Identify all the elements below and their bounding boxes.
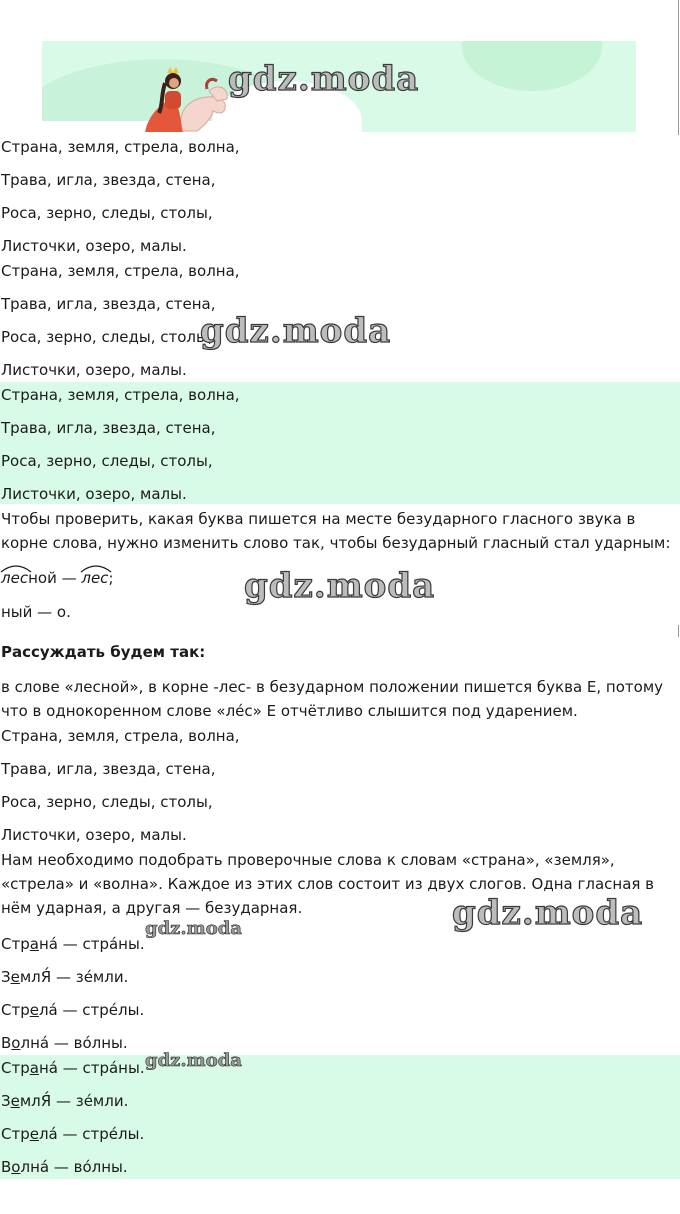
watermark-logo: gdz.moda (200, 311, 392, 351)
page-edge-mark (678, 625, 679, 637)
site-banner[interactable] (42, 41, 636, 132)
answer-line: Стрелá — стрéлы. (1, 1125, 145, 1143)
root-arc-mark (0, 563, 32, 573)
poem-line: Страна, земля, стрела, волна, (1, 386, 240, 404)
answer-line: ЗемлЯ́ — зéмли. (1, 968, 129, 986)
poem-line: Страна, земля, стрела, волна, (1, 262, 240, 280)
poem-line: Трава, игла, звезда, стена, (1, 419, 216, 437)
answer-line: Странá — стрáны. (1, 1059, 145, 1077)
poem-line: Роса, зерно, следы, столы, (1, 204, 213, 222)
answer-line: Волнá — вóлны. (1, 1034, 128, 1052)
answer-line: Стрелá — стрéлы. (1, 1001, 145, 1019)
poem-line: Роса, зерно, следы, столы, (1, 328, 213, 346)
poem-line: Листочки, озеро, малы. (1, 361, 187, 379)
princess-on-horse-illustration (137, 61, 232, 132)
watermark-logo: gdz.moda (452, 893, 644, 933)
poem-line: Листочки, озеро, малы. (1, 485, 187, 503)
root-example: лесной — лес; (1, 566, 114, 590)
poem-line: Листочки, озеро, малы. (1, 237, 187, 255)
example-ending: ный — о. (1, 603, 71, 621)
poem-line: Листочки, озеро, малы. (1, 826, 187, 844)
poem-line: Страна, земля, стрела, волна, (1, 727, 240, 745)
task-text: Нам необходимо подобрать проверочные слова к словам «страна», «земля», «стрела» и «волна». Каждое из этих слов состоит из двух слогов. Одна гласная в нём ударная, а другая — безударная. (1, 851, 655, 917)
poem-line: Трава, игла, звезда, стена, (1, 171, 216, 189)
root-arc-mark (80, 563, 112, 573)
reasoning-title: Рассуждать будем так: (1, 643, 206, 661)
poem-line: Трава, игла, звезда, стена, (1, 760, 216, 778)
watermark-logo: gdz.moda (145, 918, 242, 939)
rule-text: Чтобы проверить, какая буква пишется на месте безударного гласного звука в корне слова, нужно изменить слово так, чтобы безударный гласный стал ударным: (1, 510, 671, 552)
answer-line: ЗемлЯ́ — зéмли. (1, 1092, 129, 1110)
reasoning-text: в слове «лесной», в корне -лес- в безударном положении пишется буква Е, потому что в однокоренном слове «лéс» Е отчётливо слышится под ударением. (1, 678, 664, 720)
watermark-logo: gdz.moda (228, 59, 420, 99)
page-edge-mark (678, 0, 679, 135)
poem-line: Трава, игла, звезда, стена, (1, 295, 216, 313)
answer-line: Странá — стрáны. (1, 935, 145, 953)
poem-line: Страна, земля, стрела, волна, (1, 138, 240, 156)
watermark-logo: gdz.moda (244, 566, 436, 606)
answer-line: Волнá — вóлны. (1, 1158, 128, 1176)
poem-line: Роса, зерно, следы, столы, (1, 452, 213, 470)
poem-line: Роса, зерно, следы, столы, (1, 793, 213, 811)
watermark-logo: gdz.moda (145, 1050, 242, 1071)
